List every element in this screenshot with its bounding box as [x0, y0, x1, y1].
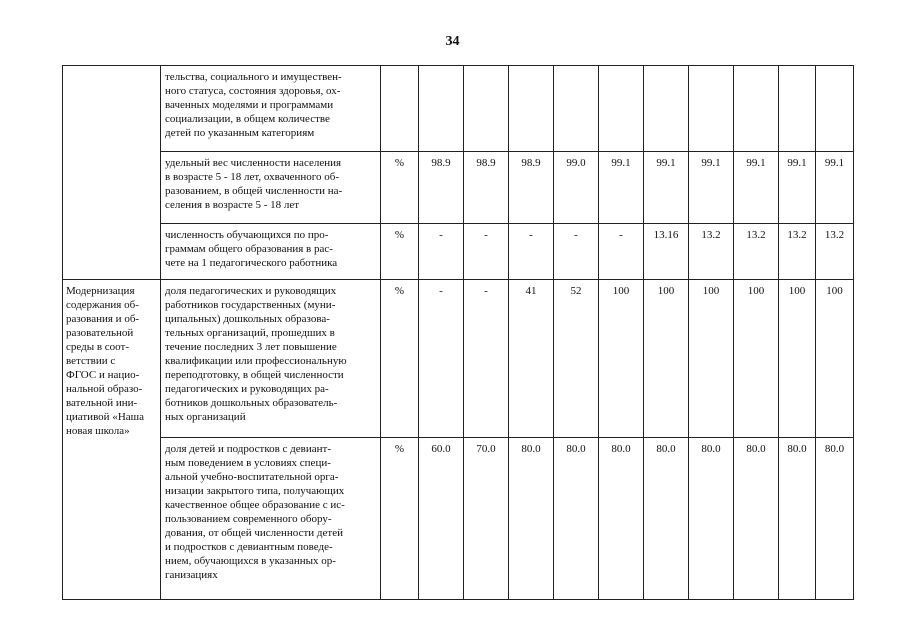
value-cell [554, 66, 599, 152]
table-row [63, 280, 854, 438]
value-cell: 60.0 [419, 438, 464, 600]
unit-cell: % [381, 224, 419, 280]
goal-cell [63, 280, 161, 600]
value-cell: 100 [599, 280, 644, 438]
value-cell [779, 66, 816, 152]
value-cell: 80.0 [734, 438, 779, 600]
value-cell: 80.0 [554, 438, 599, 600]
indicator-text: доля педагогических и руководящих работников государственных (муни- ципальных) дошкольных образова- тельных организаций, прошедших в течение последних 3 лет повышение квалификации или профессиональную переподготовку, в общей численности педагогических и руководящих ра- ботников дошкольных образователь- ных организаций [165, 285, 347, 423]
value-cell: - [464, 280, 509, 438]
table-row [63, 152, 854, 224]
value-cell [464, 66, 509, 152]
indicators-table [62, 65, 854, 600]
value-cell: - [464, 224, 509, 280]
value-cell: 80.0 [689, 438, 734, 600]
indicator-cell [161, 152, 381, 224]
value-cell: 52 [554, 280, 599, 438]
unit-cell: % [381, 280, 419, 438]
value-cell: - [419, 280, 464, 438]
page-number: 34 [445, 34, 460, 49]
unit-cell: % [381, 152, 419, 224]
value-cell [599, 66, 644, 152]
value-cell [734, 66, 779, 152]
indicator-text: доля детей и подростков с девиант- ным поведением в условиях специ- альной учебно-воспитательной орга- низации закрытого типа, получающих качественное общее образование с ис- пользованием современного обору- дования, от общей численности детей и подростков с девиантным поведе- нием, обучающихся в указанных ор- ганизациях [165, 443, 345, 581]
value-cell: 13.2 [734, 224, 779, 280]
value-cell: - [419, 224, 464, 280]
table-row [63, 224, 854, 280]
value-cell: 98.9 [464, 152, 509, 224]
value-cell [419, 66, 464, 152]
table-row [63, 438, 854, 600]
value-cell: - [599, 224, 644, 280]
value-cell: 98.9 [509, 152, 554, 224]
value-cell: - [509, 224, 554, 280]
value-cell: 100 [689, 280, 734, 438]
value-cell: 80.0 [779, 438, 816, 600]
goal-cell-empty [63, 66, 161, 280]
value-cell: 13.2 [779, 224, 816, 280]
value-cell: 41 [509, 280, 554, 438]
value-cell: 100 [779, 280, 816, 438]
value-cell: 13.2 [816, 224, 854, 280]
value-cell: 100 [816, 280, 854, 438]
value-cell [816, 66, 854, 152]
unit-cell [381, 66, 419, 152]
value-cell [689, 66, 734, 152]
value-cell: 13.2 [689, 224, 734, 280]
indicator-cell [161, 438, 381, 600]
value-cell: 99.1 [689, 152, 734, 224]
value-cell: 99.1 [599, 152, 644, 224]
value-cell: 100 [734, 280, 779, 438]
value-cell: 70.0 [464, 438, 509, 600]
value-cell: 99.1 [816, 152, 854, 224]
value-cell: 98.9 [419, 152, 464, 224]
indicator-text: тельства, социального и имуществен- ного статуса, состояния здоровья, ох- ваченных моделями и программами социализации, в общем количестве детей по указанным категориям [165, 71, 342, 139]
value-cell [509, 66, 554, 152]
unit-cell: % [381, 438, 419, 600]
value-cell: 99.0 [554, 152, 599, 224]
value-cell: 80.0 [509, 438, 554, 600]
value-cell [644, 66, 689, 152]
table-row [63, 66, 854, 152]
indicator-cell [161, 66, 381, 152]
value-cell: 80.0 [644, 438, 689, 600]
value-cell: - [554, 224, 599, 280]
value-cell: 99.1 [644, 152, 689, 224]
value-cell: 100 [644, 280, 689, 438]
value-cell: 80.0 [599, 438, 644, 600]
value-cell: 99.1 [734, 152, 779, 224]
indicator-cell [161, 224, 381, 280]
indicator-text: удельный вес численности населения в возрасте 5 - 18 лет, охваченного об- разованием, в общей численности на- селения в возрасте 5 - 18 лет [165, 157, 343, 211]
indicator-text: численность обучающихся по про- граммам общего образования в рас- чете на 1 педагогического работника [165, 229, 338, 269]
value-cell: 80.0 [816, 438, 854, 600]
goal-text: Модернизация содержания об- разования и об- разовательной среды в соот- ветствии с ФГОС и нацио- нальной образо- вательной ини- циативой «Наша новая школа» [66, 285, 144, 437]
value-cell: 99.1 [779, 152, 816, 224]
indicator-cell [161, 280, 381, 438]
value-cell: 13.16 [644, 224, 689, 280]
